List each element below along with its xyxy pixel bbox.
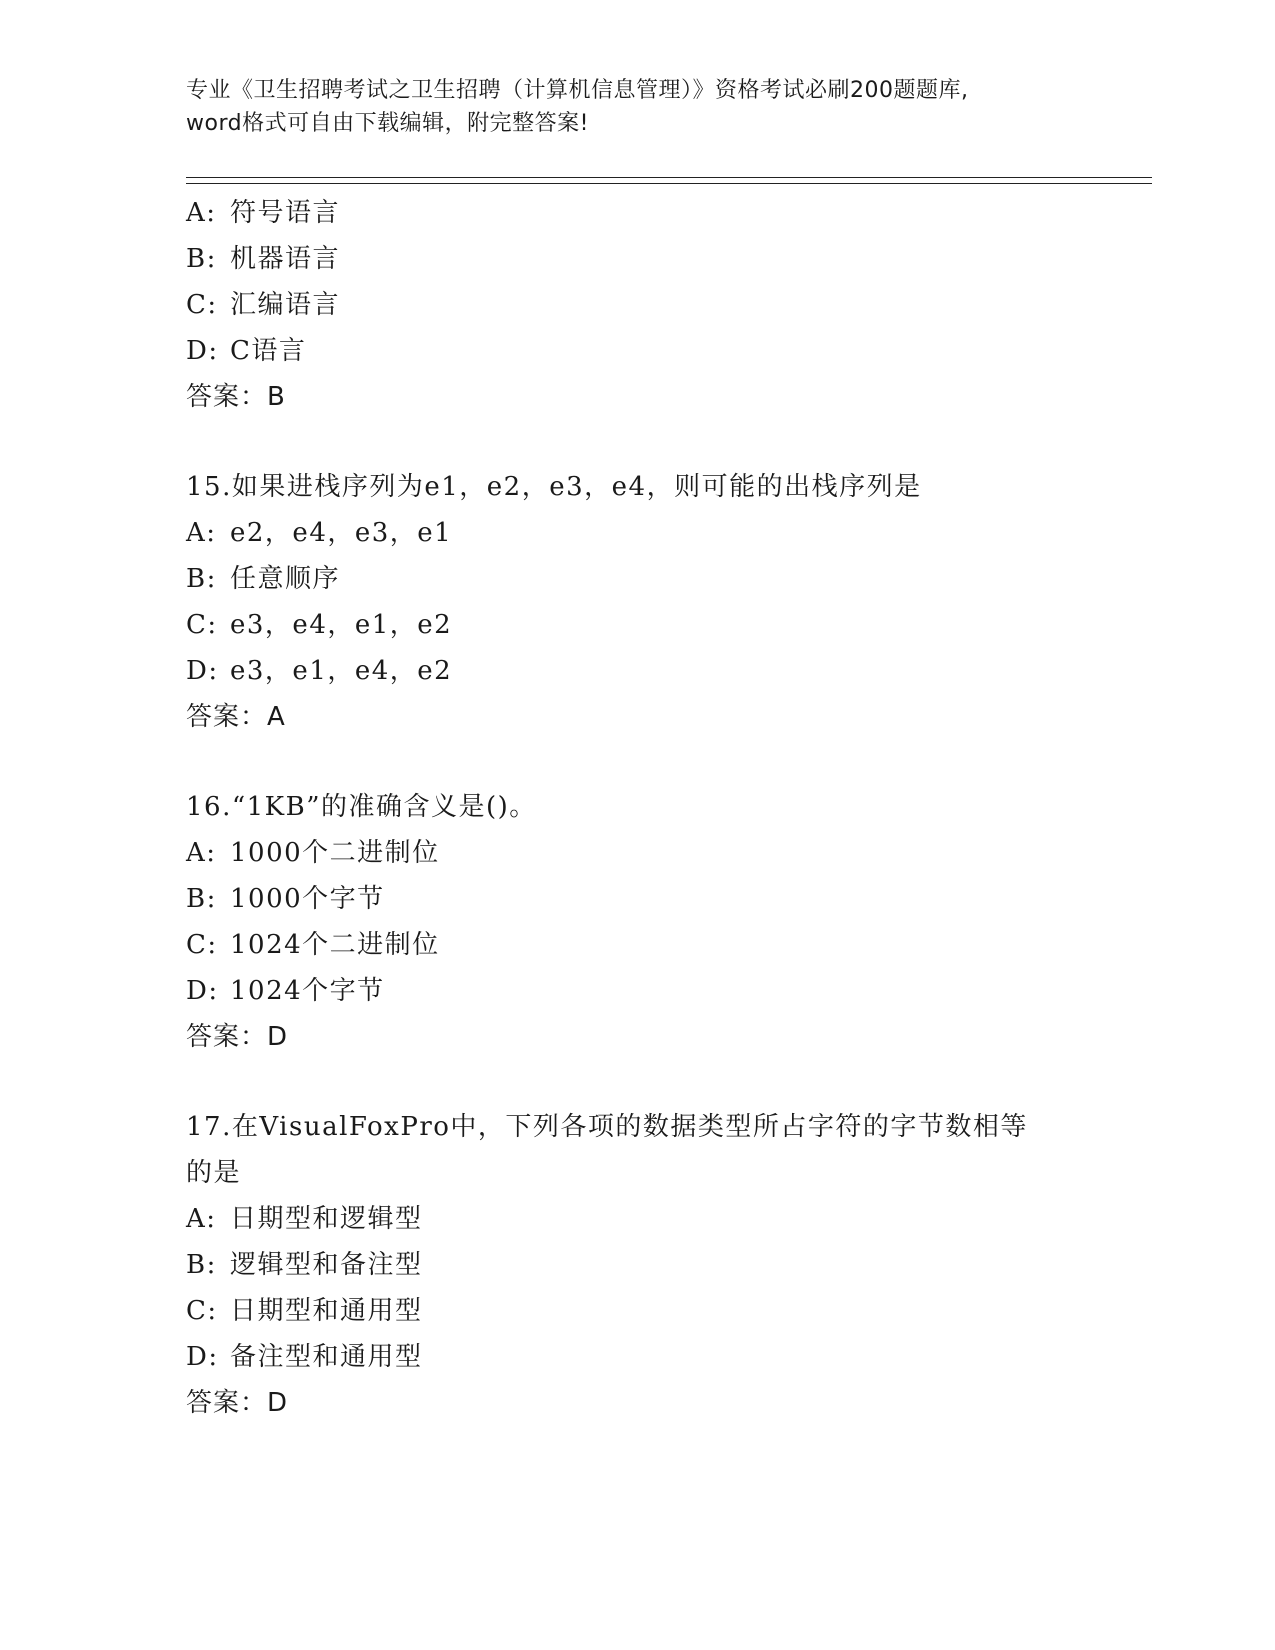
option-a: A: 日期型和逻辑型: [186, 1204, 423, 1234]
option-d: D: C语言: [186, 336, 307, 366]
question-stem-line-1: 17.在VisualFoxPro中，下列各项的数据类型所占字符的字节数相等: [186, 1112, 1028, 1142]
question-continued: [186, 190, 1106, 420]
document-header: [186, 74, 1086, 140]
option-b: B: 机器语言: [186, 244, 341, 274]
answer: 答案：D: [186, 1388, 289, 1418]
option-b: B: 1000个字节: [186, 884, 385, 914]
option-d: D: e3，e1，e4，e2: [186, 656, 453, 686]
option-c: C: 汇编语言: [186, 290, 341, 320]
header-divider-bottom: [186, 183, 1152, 184]
option-a: A: 符号语言: [186, 198, 341, 228]
option-b: B: 任意顺序: [186, 564, 341, 594]
option-a: A: e2，e4，e3，e1: [186, 518, 453, 548]
question-stem: 15.如果进栈序列为e1，e2，e3，e4，则可能的出栈序列是: [186, 472, 922, 502]
header-divider-top: [186, 177, 1152, 178]
answer: 答案：A: [186, 702, 286, 732]
option-a: A: 1000个二进制位: [186, 838, 440, 868]
answer: 答案：D: [186, 1022, 289, 1052]
question-stem: 16.“1KB”的准确含义是()。: [186, 792, 537, 822]
option-b: B: 逻辑型和备注型: [186, 1250, 423, 1280]
option-d: D: 1024个字节: [186, 976, 385, 1006]
question-15: [186, 464, 1106, 740]
question-list: [186, 190, 1106, 1426]
option-c: C: 1024个二进制位: [186, 930, 440, 960]
option-d: D: 备注型和通用型: [186, 1342, 423, 1372]
question-17: [186, 1104, 1106, 1426]
option-c: C: 日期型和通用型: [186, 1296, 423, 1326]
header-line-2: word格式可自由下载编辑，附完整答案!: [186, 111, 589, 136]
question-16: [186, 784, 1106, 1060]
option-c: C: e3，e4，e1，e2: [186, 610, 453, 640]
answer: 答案：B: [186, 382, 286, 412]
header-line-1: 专业《卫生招聘考试之卫生招聘（计算机信息管理）》资格考试必刷200题题库,: [186, 78, 969, 103]
question-stem-line-2: 的是: [186, 1158, 242, 1188]
